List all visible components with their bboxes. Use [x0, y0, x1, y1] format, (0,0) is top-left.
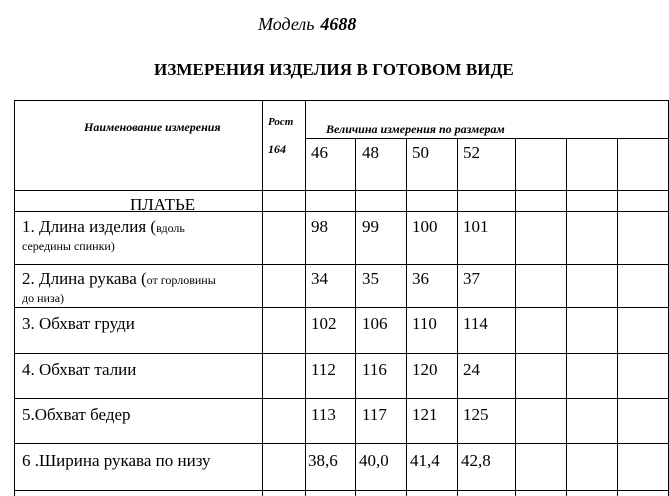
- page-title: ИЗМЕРЕНИЯ ИЗДЕЛИЯ В ГОТОВОМ ВИДЕ: [154, 60, 514, 79]
- table-cell: 41,4: [410, 451, 440, 470]
- table-rule: [14, 307, 669, 308]
- row-name: 3. Обхват груди: [22, 314, 135, 333]
- table-cell: 121: [412, 405, 438, 424]
- table-cell: 102: [311, 314, 337, 333]
- table-row-label: [22, 216, 185, 253]
- size-header: 48: [362, 143, 379, 162]
- size-header: 50: [412, 143, 429, 162]
- table-cell: 125: [463, 405, 489, 424]
- size-header: 52: [463, 143, 480, 162]
- table-cell: 37: [463, 269, 480, 288]
- table-row-label: [22, 313, 135, 334]
- row-note-continued: середины спинки): [22, 239, 115, 253]
- table-cell: 38,6: [308, 451, 338, 470]
- table-cell: 114: [463, 314, 488, 333]
- table-rule: [566, 138, 567, 496]
- model-label: Модель: [258, 14, 315, 34]
- table-rule: [406, 138, 407, 496]
- row-name: 6 .Ширина рукава по низу: [22, 451, 211, 470]
- table-rule: [14, 398, 669, 399]
- table-rule: [305, 138, 669, 139]
- row-note: вдоль: [156, 221, 185, 235]
- table-cell: 34: [311, 269, 328, 288]
- table-row-label: [22, 450, 211, 471]
- table-cell: 110: [412, 314, 437, 333]
- table-row-label: [22, 268, 216, 305]
- row-name: 4. Обхват талии: [22, 360, 137, 379]
- table-rule: [14, 264, 669, 265]
- table-cell: 112: [311, 360, 336, 379]
- table-rule: [617, 138, 618, 496]
- table-rule: [305, 100, 306, 496]
- row-note: от горловины: [146, 273, 216, 287]
- table-rule: [14, 443, 669, 444]
- table-cell: 42,8: [461, 451, 491, 470]
- table-cell: 117: [362, 405, 387, 424]
- section-title: ПЛАТЬЕ: [130, 195, 196, 214]
- column-header-sizes: Величина измерения по размерам: [326, 122, 505, 136]
- size-header: 46: [311, 143, 328, 162]
- table-cell: 98: [311, 217, 328, 236]
- height-value: 164: [268, 142, 286, 156]
- table-rule: [14, 190, 669, 191]
- column-header-name: Наименование измерения: [84, 120, 221, 134]
- table-rule: [355, 138, 356, 496]
- table-cell: 100: [412, 217, 438, 236]
- table-cell: 36: [412, 269, 429, 288]
- table-cell: 106: [362, 314, 388, 333]
- model-number: 4688: [320, 14, 357, 34]
- column-header-height: Рост: [268, 116, 294, 128]
- row-name: 2. Длина рукава (: [22, 269, 147, 288]
- table-rule: [457, 138, 458, 496]
- table-rule: [262, 100, 263, 496]
- row-note-continued: до низа): [22, 291, 65, 305]
- table-cell: 24: [463, 360, 480, 379]
- table-rule: [14, 353, 669, 354]
- table-cell: 35: [362, 269, 379, 288]
- table-rule: [14, 100, 15, 496]
- table-rule: [14, 100, 669, 101]
- table-cell: 116: [362, 360, 387, 379]
- table-cell: 120: [412, 360, 438, 379]
- row-name: 1. Длина изделия (: [22, 217, 157, 236]
- table-cell: 99: [362, 217, 379, 236]
- row-name: 5.Обхват бедер: [22, 405, 131, 424]
- table-row-label: [22, 359, 136, 380]
- table-row-label: [22, 404, 131, 425]
- table-rule: [515, 138, 516, 496]
- table-rule: [14, 490, 669, 491]
- table-cell: 40,0: [359, 451, 389, 470]
- table-rule: [14, 211, 669, 212]
- table-cell: 113: [311, 405, 336, 424]
- table-cell: 101: [463, 217, 489, 236]
